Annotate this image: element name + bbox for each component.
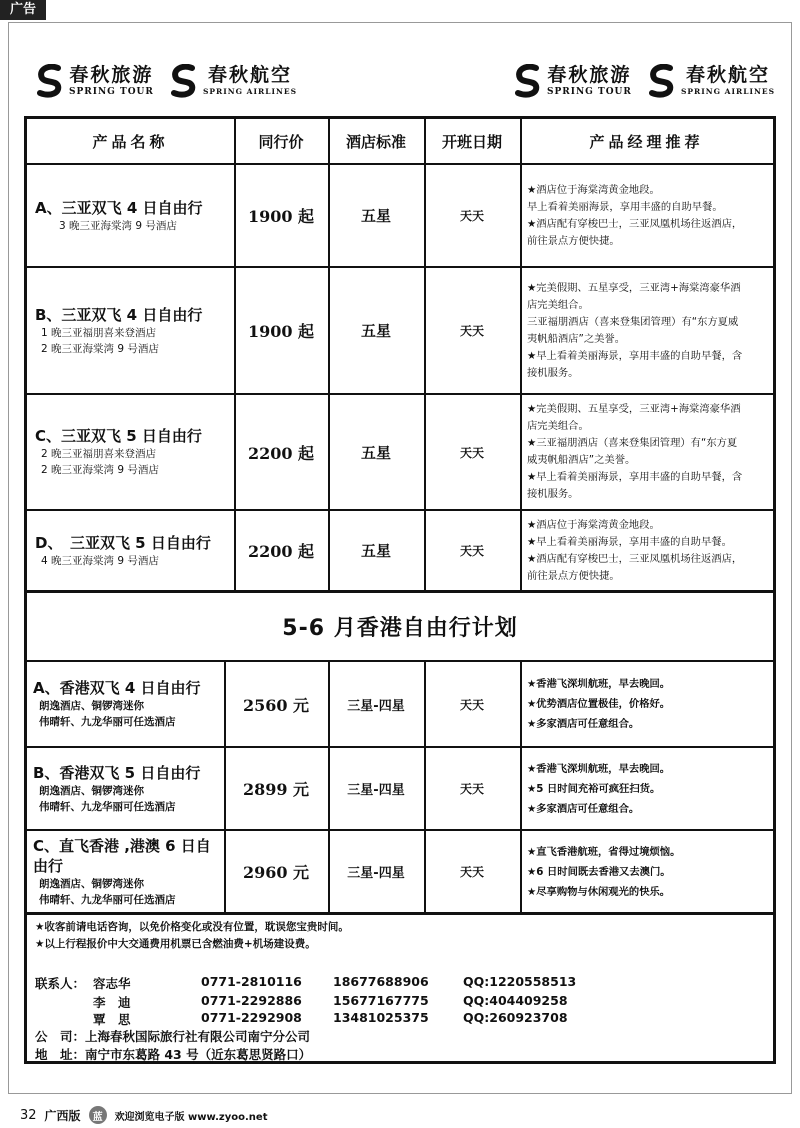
- recommend-line: ★酒店配有穿梭巴士，三亚凤凰机场往返酒店，: [527, 552, 743, 565]
- header-recommend: 产品经理推荐: [589, 132, 704, 151]
- brand-tour-cn: 春秋旅游: [547, 63, 632, 86]
- header-price: 同行价: [258, 132, 304, 151]
- schedule-value: 天天: [459, 544, 484, 558]
- hotel-standard: 五星: [360, 542, 391, 560]
- recommend-line: 接机服务。: [527, 488, 579, 500]
- recommend-line: ★多家酒店可任意组合。: [527, 802, 640, 815]
- product-hotel-line: 2 晚三亚福朋喜来登酒店: [41, 448, 157, 460]
- recommend-text: [527, 268, 773, 393]
- contact-mobile: 13481025375: [333, 1010, 429, 1025]
- price-value: 2200 起: [247, 443, 315, 463]
- product-table: [24, 116, 776, 1064]
- product-title: B、三亚双飞 4 日自由行: [35, 305, 203, 324]
- product-title: A、香港双飞 4 日自由行: [33, 679, 201, 697]
- recommend-line: 店完美组合。: [527, 420, 589, 432]
- schedule-value: 天天: [459, 782, 484, 796]
- address-line: 地 址：南宁市东葛路 43 号（近东葛思贤路口）: [35, 1047, 312, 1062]
- product-hotel-line: 朗逸酒店、铜锣湾迷你: [39, 784, 144, 797]
- spring-airlines-logo-left: [168, 64, 297, 98]
- notes-block: [35, 919, 349, 953]
- spring-tour-logo-left: [34, 64, 154, 98]
- recommend-line: ★酒店位于海棠湾黄金地段。: [527, 183, 660, 196]
- product-hotel-line: 2 晚三亚海棠湾 9 号酒店: [41, 464, 159, 476]
- header-product: 产品名称: [92, 132, 169, 151]
- product-cell: [35, 395, 231, 509]
- recommend-line: ★优势酒店位置极佳，价格好。: [527, 698, 671, 710]
- recommend-text: [527, 165, 773, 266]
- hotel-standard: 三星-四星: [347, 698, 405, 714]
- ad-label: 广告: [0, 0, 46, 20]
- recommend-text: [527, 662, 773, 746]
- recommend-line: ★直飞香港航班，省得过境烦恼。: [527, 845, 681, 858]
- spring-swirl-icon: [646, 64, 678, 98]
- spring-swirl-icon: [512, 64, 544, 98]
- recommend-line: ★三亚福朋酒店（喜来登集团管理）有“东方夏: [527, 437, 738, 449]
- product-hotel-line: 伟晴轩、九龙华丽可任选酒店: [39, 800, 176, 813]
- contact-tel: 0771-2292886: [201, 993, 302, 1008]
- contact-qq: QQ:260923708: [463, 1010, 568, 1025]
- recommend-line: ★酒店位于海棠湾黄金地段。: [527, 518, 660, 531]
- product-hotel-line: 朗逸酒店、铜锣湾迷你: [39, 700, 144, 712]
- recommend-line: 三亚福朋酒店（喜来登集团管理）有“东方夏威: [527, 315, 739, 328]
- recommend-text: [527, 831, 773, 912]
- product-hotel-line: 2 晚三亚海棠湾 9 号酒店: [41, 342, 159, 355]
- schedule-value: 天天: [459, 324, 484, 338]
- brand-tour-cn: 春秋旅游: [69, 63, 154, 86]
- company-line: 公 司：上海春秋国际旅行社有限公司南宁分公司: [35, 1029, 311, 1044]
- product-title: B、香港双飞 5 日自由行: [33, 763, 201, 782]
- recommend-line: 前往景点方便快捷。: [527, 569, 620, 582]
- contact-qq: QQ:1220558513: [463, 974, 577, 989]
- product-title: C、三亚双飞 5 日自由行: [35, 427, 202, 445]
- schedule-value: 天天: [459, 209, 484, 223]
- col-divider: [520, 660, 522, 912]
- price-value: 2960 元: [242, 863, 310, 882]
- price-value: 1900 起: [247, 207, 315, 226]
- recommend-line: ★早上看着美丽海景，享用丰盛的自助早餐，含: [527, 471, 743, 483]
- brand-air-cn: 春秋航空: [685, 64, 770, 87]
- product-title: D、 三亚双飞 5 日自由行: [35, 533, 211, 552]
- hk-section-title: 5-6 月香港自由行计划: [282, 616, 518, 641]
- spring-swirl-icon: [168, 64, 200, 98]
- recommend-line: 前往景点方便快捷。: [527, 234, 620, 247]
- hotel-standard: 五星: [360, 322, 391, 340]
- recommend-line: ★完美假期、五星享受，三亚湾+海棠湾豪华酒: [527, 281, 741, 294]
- recommend-text: [527, 511, 773, 590]
- product-cell: [33, 831, 223, 912]
- contact-name: 容志华: [93, 976, 131, 991]
- footer-link-text: 欢迎浏览电子版 www.zyoo.net: [114, 1111, 268, 1123]
- schedule-value: 天天: [459, 865, 484, 879]
- recommend-line: 店完美组合。: [527, 298, 589, 311]
- contact-tel: 0771-2810116: [201, 974, 302, 989]
- brand-air-cn: 春秋航空: [207, 64, 292, 87]
- col-divider: [520, 119, 522, 590]
- product-cell: [33, 662, 223, 746]
- recommend-line: 接机服务。: [527, 366, 579, 379]
- edition-badge: 蓝: [89, 1106, 107, 1124]
- product-cell: [35, 268, 231, 393]
- recommend-line: ★5 日时间充裕可疯狂扫货。: [527, 782, 661, 795]
- row-divider: [27, 912, 773, 915]
- brand-tour-en: SPRING TOUR: [547, 86, 632, 97]
- price-value: 1900 起: [247, 322, 315, 341]
- note-line: ★以上行程报价中大交通费用机票已含燃油费+机场建设费。: [35, 938, 316, 950]
- header-schedule: 开班日期: [441, 132, 502, 151]
- product-hotel-line: 朗逸酒店、铜锣湾迷你: [39, 877, 144, 890]
- recommend-line: ★香港飞深圳航班，早去晚回。: [527, 678, 671, 690]
- spring-swirl-icon: [34, 64, 66, 98]
- recommend-line: 早上看着美丽海景，享用丰盛的自助早餐。: [527, 200, 723, 213]
- contact-tel: 0771-2292908: [201, 1010, 302, 1025]
- recommend-line: ★完美假期、五星享受，三亚湾+海棠湾豪华酒: [527, 403, 741, 415]
- recommend-line: ★香港飞深圳航班，早去晚回。: [527, 762, 671, 775]
- contact-name: 李 迪: [93, 995, 131, 1010]
- hotel-standard: 三星-四星: [347, 783, 405, 798]
- recommend-line: ★酒店配有穿梭巴士，三亚凤凰机场往返酒店，: [527, 217, 743, 230]
- contact-mobile: 18677688906: [333, 974, 429, 989]
- recommend-line: ★尽享购物与休闲观光的快乐。: [527, 885, 671, 898]
- recommend-text: [527, 395, 773, 509]
- spring-airlines-logo-right: [646, 64, 775, 98]
- price-value: 2200 起: [247, 542, 315, 561]
- header-hotel: 酒店标准: [345, 132, 406, 151]
- product-cell: [35, 165, 231, 266]
- recommend-line: ★6 日时间既去香港又去澳门。: [527, 865, 671, 878]
- recommend-line: 威夷帆船酒店”之美誉。: [527, 454, 636, 466]
- contact-qq: QQ:404409258: [463, 993, 568, 1008]
- product-hotel-line: 伟晴轩、九龙华丽可任选酒店: [39, 716, 176, 728]
- product-hotel-line: 4 晚三亚海棠湾 9 号酒店: [41, 554, 159, 567]
- page-number: 32: [20, 1107, 37, 1123]
- recommend-text: [527, 748, 773, 829]
- contact-mobile: 15677167775: [333, 993, 429, 1008]
- price-value: 2899 元: [242, 780, 310, 799]
- recommend-line: ★早上看着美丽海景，享用丰盛的自助早餐，含: [527, 349, 743, 362]
- hotel-standard: 三星-四星: [347, 866, 405, 881]
- brand-tour-en: SPRING TOUR: [69, 86, 154, 97]
- schedule-value: 天天: [459, 697, 484, 712]
- product-title: C、直飞香港 ,港澳 6 日自由行: [33, 836, 211, 875]
- recommend-line: ★多家酒店可任意组合。: [527, 718, 640, 730]
- price-value: 2560 元: [242, 695, 310, 715]
- product-cell: [33, 748, 223, 829]
- schedule-value: 天天: [459, 445, 484, 460]
- edition-label: 广西版: [44, 1108, 81, 1123]
- brand-air-en: SPRING AIRLINES: [681, 87, 775, 97]
- hotel-standard: 五星: [360, 443, 391, 462]
- recommend-line: ★早上看着美丽海景，享用丰盛的自助早餐。: [527, 535, 732, 548]
- page-footer: [20, 1106, 267, 1124]
- note-line: ★收客前请电话咨询，以免价格变化或没有位置，耽误您宝贵时间。: [35, 921, 349, 933]
- product-hotel-line: 3 晚三亚海棠湾 9 号酒店: [59, 219, 177, 232]
- spring-tour-logo-right: [512, 64, 632, 98]
- recommend-line: 夷帆船酒店”之美誉。: [527, 332, 626, 345]
- contact-name: 覃 思: [93, 1012, 131, 1027]
- brand-air-en: SPRING AIRLINES: [203, 87, 297, 97]
- hotel-standard: 五星: [360, 207, 391, 225]
- contact-label: 联系人：: [35, 976, 86, 991]
- product-hotel-line: 伟晴轩、九龙华丽可任选酒店: [39, 893, 176, 906]
- product-title: A、三亚双飞 4 日自由行: [35, 198, 203, 217]
- product-hotel-line: 1 晚三亚福朋喜来登酒店: [41, 326, 157, 339]
- product-cell: [35, 511, 231, 590]
